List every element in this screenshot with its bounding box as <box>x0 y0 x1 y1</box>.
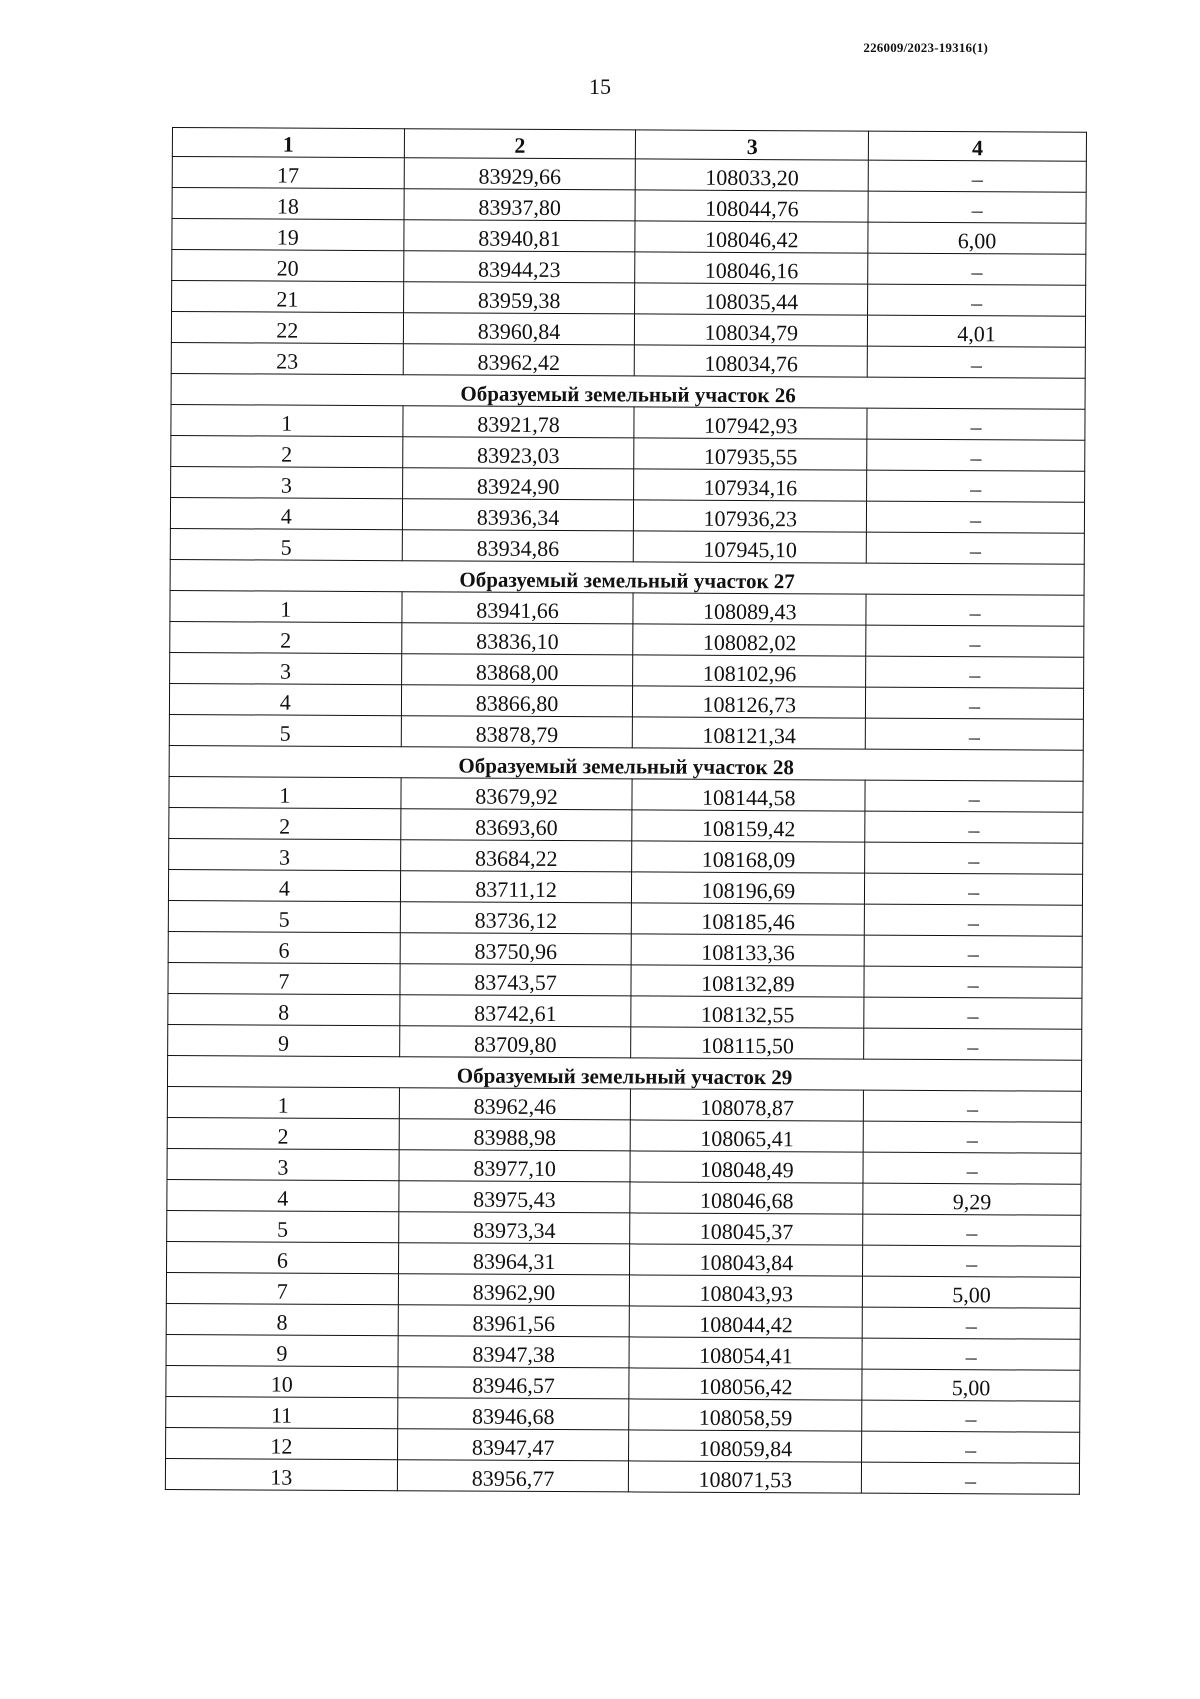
point-number-cell: 12 <box>166 1427 398 1459</box>
table-row <box>169 714 1083 750</box>
value-cell: – <box>862 1338 1080 1370</box>
point-number-cell: 2 <box>167 1117 399 1149</box>
table-row <box>168 931 1082 967</box>
y-coordinate-cell: 108102,96 <box>633 655 866 687</box>
point-number-cell: 3 <box>167 1148 399 1180</box>
coordinates-table <box>165 127 1087 1495</box>
point-number-cell: 11 <box>166 1396 398 1428</box>
y-coordinate-cell: 108044,76 <box>635 190 868 222</box>
x-coordinate-cell: 83946,68 <box>397 1398 629 1430</box>
x-coordinate-cell: 83962,90 <box>398 1274 630 1306</box>
point-number-cell: 6 <box>168 931 400 963</box>
table-row <box>167 1179 1081 1215</box>
value-cell: – <box>865 718 1083 750</box>
value-cell: – <box>866 625 1084 657</box>
x-coordinate-cell: 83679,92 <box>401 778 633 810</box>
table-row <box>166 1272 1080 1308</box>
table-row <box>171 312 1085 348</box>
table-row <box>167 1210 1081 1246</box>
x-coordinate-cell: 83947,47 <box>397 1429 629 1461</box>
table-row <box>168 962 1082 998</box>
y-coordinate-cell: 108144,58 <box>632 779 865 811</box>
table-row <box>167 1086 1081 1122</box>
table-row <box>169 807 1083 843</box>
point-number-cell: 4 <box>168 869 400 901</box>
table-row <box>172 157 1086 193</box>
table-row <box>167 1241 1081 1277</box>
y-coordinate-cell: 108133,36 <box>632 934 865 966</box>
y-coordinate-cell: 108089,43 <box>633 593 866 625</box>
section-title: Образуемый земельный участок 29 <box>167 1055 1081 1091</box>
value-cell: – <box>864 966 1082 998</box>
y-coordinate-cell: 108033,20 <box>636 159 869 191</box>
y-coordinate-cell: 108045,37 <box>630 1213 863 1245</box>
x-coordinate-cell: 83866,80 <box>401 685 633 717</box>
table-row <box>170 528 1084 564</box>
point-number-cell: 3 <box>169 838 401 870</box>
y-coordinate-cell: 108034,76 <box>635 345 868 377</box>
section-header-row <box>170 559 1084 595</box>
point-number-cell: 4 <box>170 497 402 529</box>
value-cell: – <box>868 284 1086 316</box>
value-cell: – <box>864 997 1082 1029</box>
value-cell: – <box>864 1090 1082 1122</box>
table-row <box>168 993 1082 1029</box>
table-row <box>166 1427 1080 1463</box>
point-number-cell: 20 <box>172 250 404 282</box>
table-header-row <box>172 128 1086 162</box>
y-coordinate-cell: 108196,69 <box>632 872 865 904</box>
point-number-cell: 5 <box>169 714 401 746</box>
value-cell: – <box>867 501 1085 533</box>
value-cell: – <box>862 1307 1080 1339</box>
x-coordinate-cell: 83742,61 <box>399 995 631 1027</box>
value-cell: – <box>866 656 1084 688</box>
table-row <box>170 590 1084 626</box>
y-coordinate-cell: 107945,10 <box>634 531 867 563</box>
x-coordinate-cell: 83946,57 <box>398 1367 630 1399</box>
y-coordinate-cell: 107934,16 <box>634 469 867 501</box>
table-row <box>166 1365 1080 1401</box>
point-number-cell: 18 <box>172 188 404 220</box>
value-cell: – <box>863 1152 1081 1184</box>
value-cell: – <box>862 1462 1080 1494</box>
section-header-row <box>169 745 1083 781</box>
y-coordinate-cell: 108082,02 <box>633 624 866 656</box>
x-coordinate-cell: 83961,56 <box>398 1305 630 1337</box>
table-row <box>171 342 1085 378</box>
y-coordinate-cell: 108059,84 <box>629 1430 862 1462</box>
point-number-cell: 5 <box>168 900 400 932</box>
value-cell: – <box>867 346 1085 378</box>
value-cell: – <box>866 687 1084 719</box>
value-cell: – <box>863 1245 1081 1277</box>
x-coordinate-cell: 83836,10 <box>401 623 633 655</box>
point-number-cell: 17 <box>172 157 404 189</box>
point-number-cell: 7 <box>166 1272 398 1304</box>
x-coordinate-cell: 83947,38 <box>398 1336 630 1368</box>
value-cell: – <box>866 532 1084 564</box>
table-row <box>170 652 1084 688</box>
x-coordinate-cell: 83936,34 <box>402 499 634 531</box>
y-coordinate-cell: 108046,16 <box>635 252 868 284</box>
x-coordinate-cell: 83750,96 <box>400 933 632 965</box>
table-row <box>169 683 1083 719</box>
point-number-cell: 8 <box>166 1303 398 1335</box>
value-cell: 5,00 <box>862 1369 1080 1401</box>
value-cell: – <box>868 191 1086 223</box>
value-cell: – <box>867 408 1085 440</box>
point-number-cell: 21 <box>172 281 404 313</box>
point-number-cell: 13 <box>165 1458 397 1490</box>
point-number-cell: 3 <box>170 652 402 684</box>
section-title: Образуемый земельный участок 26 <box>171 373 1085 409</box>
y-coordinate-cell: 108185,46 <box>632 903 865 935</box>
table-row <box>172 188 1086 224</box>
y-coordinate-cell: 108159,42 <box>632 810 865 842</box>
x-coordinate-cell: 83977,10 <box>399 1150 631 1182</box>
value-cell: – <box>865 842 1083 874</box>
x-coordinate-cell: 83868,00 <box>401 654 633 686</box>
table-row <box>168 1024 1082 1060</box>
value-cell: – <box>864 935 1082 967</box>
point-number-cell: 5 <box>170 528 402 560</box>
table-row <box>169 776 1083 812</box>
point-number-cell: 5 <box>167 1210 399 1242</box>
table-row <box>167 1117 1081 1153</box>
y-coordinate-cell: 108043,84 <box>630 1244 863 1276</box>
x-coordinate-cell: 83937,80 <box>404 189 636 221</box>
point-number-cell: 1 <box>167 1086 399 1118</box>
table-row <box>168 900 1082 936</box>
section-header-row <box>167 1055 1081 1091</box>
y-coordinate-cell: 108058,59 <box>629 1399 862 1431</box>
point-number-cell: 7 <box>168 962 400 994</box>
x-coordinate-cell: 83693,60 <box>400 809 632 841</box>
y-coordinate-cell: 108046,68 <box>630 1182 863 1214</box>
y-coordinate-cell: 108078,87 <box>631 1089 864 1121</box>
y-coordinate-cell: 107942,93 <box>634 407 867 439</box>
point-number-cell: 1 <box>169 776 401 808</box>
x-coordinate-cell: 83964,31 <box>398 1243 630 1275</box>
value-cell: 6,00 <box>868 222 1086 254</box>
section-header-row <box>171 373 1085 409</box>
x-coordinate-cell: 83973,34 <box>398 1212 630 1244</box>
x-coordinate-cell: 83684,22 <box>400 840 632 872</box>
value-cell: – <box>868 160 1086 192</box>
x-coordinate-cell: 83929,66 <box>404 158 636 190</box>
table-row <box>169 838 1083 874</box>
point-number-cell: 2 <box>171 435 403 467</box>
value-cell: – <box>865 811 1083 843</box>
point-number-cell: 9 <box>166 1334 398 1366</box>
value-cell: – <box>864 1028 1082 1060</box>
y-coordinate-cell: 108168,09 <box>632 841 865 873</box>
y-coordinate-cell: 108065,41 <box>631 1120 864 1152</box>
column-header-1: 1 <box>172 128 404 158</box>
y-coordinate-cell: 108071,53 <box>629 1461 862 1493</box>
table-row <box>166 1334 1080 1370</box>
value-cell: – <box>863 1121 1081 1153</box>
point-number-cell: 2 <box>169 807 401 839</box>
y-coordinate-cell: 108046,42 <box>635 221 868 253</box>
table-body <box>165 157 1086 1495</box>
x-coordinate-cell: 83921,78 <box>403 406 635 438</box>
y-coordinate-cell: 108132,55 <box>631 996 864 1028</box>
value-cell: 5,00 <box>863 1276 1081 1308</box>
point-number-cell: 23 <box>171 342 403 374</box>
table-row <box>171 404 1085 440</box>
x-coordinate-cell: 83736,12 <box>400 902 632 934</box>
x-coordinate-cell: 83975,43 <box>399 1181 631 1213</box>
x-coordinate-cell: 83956,77 <box>397 1460 629 1492</box>
value-cell: – <box>868 253 1086 285</box>
value-cell: – <box>863 1214 1081 1246</box>
point-number-cell: 22 <box>171 312 403 344</box>
x-coordinate-cell: 83962,42 <box>403 344 635 376</box>
y-coordinate-cell: 108121,34 <box>633 717 866 749</box>
column-header-4: 4 <box>869 131 1087 161</box>
x-coordinate-cell: 83743,57 <box>400 964 632 996</box>
point-number-cell: 10 <box>166 1365 398 1397</box>
y-coordinate-cell: 108126,73 <box>633 686 866 718</box>
value-cell: – <box>867 470 1085 502</box>
y-coordinate-cell: 108035,44 <box>635 283 868 315</box>
point-number-cell: 2 <box>170 621 402 653</box>
point-number-cell: 8 <box>168 993 400 1025</box>
y-coordinate-cell: 107935,55 <box>634 438 867 470</box>
y-coordinate-cell: 108115,50 <box>631 1027 864 1059</box>
value-cell: – <box>862 1431 1080 1463</box>
y-coordinate-cell: 107936,23 <box>634 500 867 532</box>
x-coordinate-cell: 83960,84 <box>403 313 635 345</box>
section-title: Образуемый земельный участок 28 <box>169 745 1083 781</box>
y-coordinate-cell: 108048,49 <box>630 1151 863 1183</box>
x-coordinate-cell: 83959,38 <box>403 282 635 314</box>
x-coordinate-cell: 83940,81 <box>404 220 636 252</box>
x-coordinate-cell: 83711,12 <box>400 871 632 903</box>
column-header-2: 2 <box>404 129 636 159</box>
x-coordinate-cell: 83988,98 <box>399 1119 631 1151</box>
y-coordinate-cell: 108132,89 <box>631 965 864 997</box>
value-cell: – <box>862 1400 1080 1432</box>
table-row <box>168 869 1082 905</box>
value-cell: – <box>867 439 1085 471</box>
value-cell: – <box>865 780 1083 812</box>
document-id: 226009/2023-19316(1) <box>863 40 988 55</box>
point-number-cell: 6 <box>167 1241 399 1273</box>
x-coordinate-cell: 83923,03 <box>402 437 634 469</box>
table-row <box>165 1458 1079 1494</box>
y-coordinate-cell: 108034,79 <box>635 314 868 346</box>
value-cell: – <box>865 873 1083 905</box>
value-cell: 9,29 <box>863 1183 1081 1215</box>
x-coordinate-cell: 83934,86 <box>402 530 634 562</box>
point-number-cell: 4 <box>169 683 401 715</box>
point-number-cell: 19 <box>172 219 404 251</box>
column-header-3: 3 <box>636 130 869 160</box>
table-row <box>171 466 1085 502</box>
table-row <box>170 621 1084 657</box>
x-coordinate-cell: 83962,46 <box>399 1088 631 1120</box>
x-coordinate-cell: 83709,80 <box>399 1026 631 1058</box>
y-coordinate-cell: 108056,42 <box>629 1368 862 1400</box>
table-row <box>172 250 1086 286</box>
table-row <box>170 497 1084 533</box>
x-coordinate-cell: 83924,90 <box>402 468 634 500</box>
section-title: Образуемый земельный участок 27 <box>170 559 1084 595</box>
y-coordinate-cell: 108043,93 <box>630 1275 863 1307</box>
x-coordinate-cell: 83878,79 <box>401 716 633 748</box>
page-number: 15 <box>589 74 611 99</box>
table-row <box>172 281 1086 317</box>
x-coordinate-cell: 83944,23 <box>403 251 635 283</box>
table-row <box>171 435 1085 471</box>
y-coordinate-cell: 108044,42 <box>630 1306 863 1338</box>
table-row <box>166 1303 1080 1339</box>
value-cell: 4,01 <box>868 315 1086 347</box>
point-number-cell: 9 <box>168 1024 400 1056</box>
y-coordinate-cell: 108054,41 <box>629 1337 862 1369</box>
point-number-cell: 1 <box>171 404 403 436</box>
point-number-cell: 3 <box>171 466 403 498</box>
value-cell: – <box>866 594 1084 626</box>
point-number-cell: 1 <box>170 590 402 622</box>
point-number-cell: 4 <box>167 1179 399 1211</box>
x-coordinate-cell: 83941,66 <box>402 592 634 624</box>
table-row <box>167 1148 1081 1184</box>
table-row <box>166 1396 1080 1432</box>
value-cell: – <box>865 904 1083 936</box>
table-row <box>172 219 1086 255</box>
